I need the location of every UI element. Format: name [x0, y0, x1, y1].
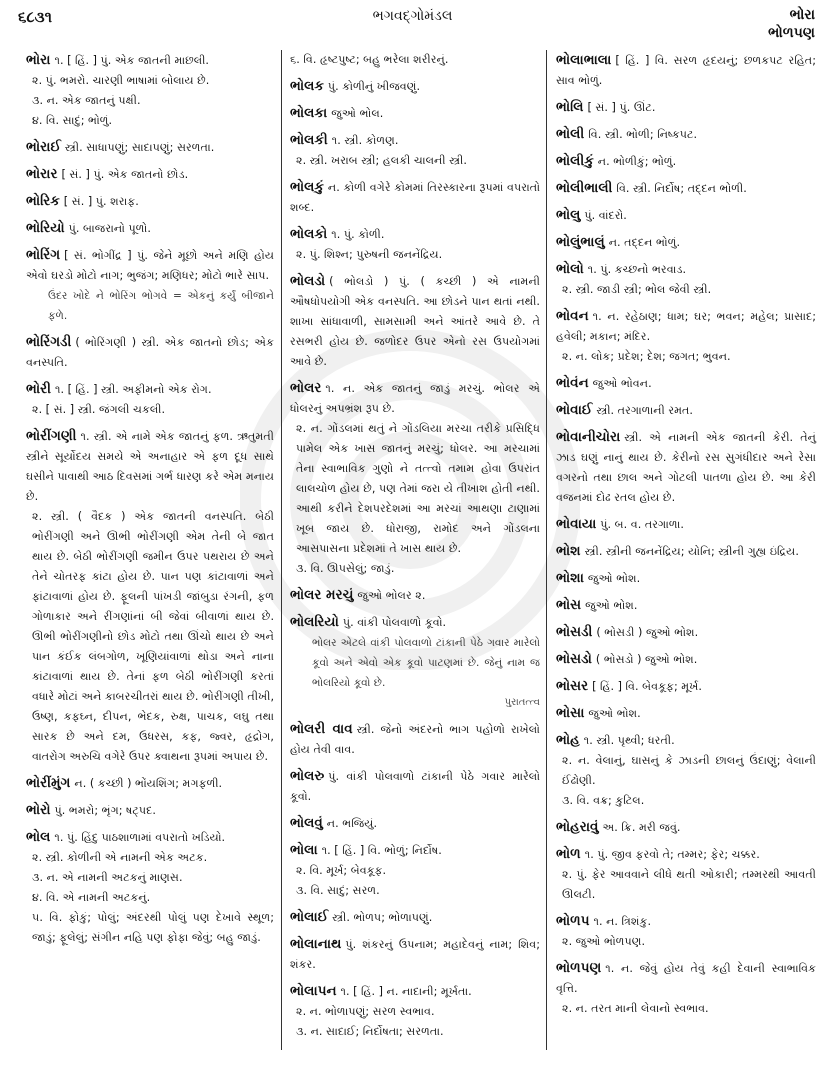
entry-sense: ૨. પું. ભમરો. ચારણી ભાષામાં બોલાય છે. [32, 74, 210, 87]
entry-headword: ભોરો [26, 802, 51, 818]
entry-sense: ૧. ન. એક જાતનું જાડું મરચું. ભોલર એ ધોલરનું અપભ્રંશ રૂપ છે. [290, 382, 540, 415]
entry-sense: ૧. પું. કોળી. [331, 228, 385, 241]
entry-sense: સ્ત્રી. જેનો અંદરનો ભાગ પહોળો રાખેલો હોય તેવી વાવ. [290, 723, 540, 756]
entry-sense: ૨. ન. વેલાનું, ઘાસનું કે ઝાડની છાલનું ઉંદાણું; વેલાની ઈંઢોણી. [562, 754, 816, 787]
dictionary-entry [556, 400, 816, 421]
entry-headword: ભોલડો [290, 273, 326, 289]
dictionary-entry [556, 178, 816, 199]
entry-sense: પું. વાંકી પોલવાળો ટાંકાની પેઠે ગવાર મારેલો કૂવો. [290, 770, 540, 803]
entry-sense: સ્ત્રી. સાધાપણું; સાદાપણું; સરળતા. [64, 141, 215, 154]
entry-sense: ૨. ન. તરત માની લેવાનો સ્વભાવ. [562, 1002, 709, 1015]
dictionary-entry [556, 259, 816, 300]
dictionary-entry [290, 585, 540, 606]
entry-sense: ૩. વિ. ઊપસેલું; જાડું. [296, 562, 395, 575]
entry-sense: ૧. ન. જેવું હોય તેવું કહી દેવાની સ્વાભાવિક વૃત્તિ. [556, 962, 816, 995]
entry-headword: ભોસા [556, 705, 585, 721]
dictionary-entry [556, 622, 816, 643]
dictionary-entry [556, 373, 816, 394]
entry-sense: ૧. પું. જીવ ફરવો તે; તમ્મર; ફેર; ચક્કર. [584, 848, 760, 861]
entry-sense: [ સં. ] પું. શરાફ. [63, 195, 139, 208]
dictionary-entry [556, 427, 816, 508]
entry-sense: ૪. વિ. સાદું; ભોળું. [32, 114, 113, 127]
dictionary-entry [556, 541, 816, 562]
entry-headword: ભોહ [556, 732, 580, 748]
entry-sense: ૨. ન. લોક; પ્રદેશ; દેશ; જગત; ભુવન. [562, 350, 731, 363]
entry-headword: ભોલ [26, 829, 51, 845]
dictionary-entry [290, 50, 540, 70]
dictionary-columns [0, 50, 825, 1060]
entry-sense: ( ભોસડો ) જુઓ ભોશ. [595, 653, 698, 666]
entry-headword: ભોરિંગ [26, 247, 61, 263]
entry-sense: વિ. સ્ત્રી. નિર્દોષ; તદ્દન ભોળી. [616, 182, 747, 195]
dictionary-entry [556, 911, 816, 952]
entry-sense: ૧. [ હિં. ] સ્ત્રી. અફીમનો એક રોગ. [55, 383, 212, 396]
entry-headword: ભોલાપન [290, 983, 337, 999]
entry-sense: પું. વાંકી પોલવાળો કૂવો. [342, 616, 447, 629]
dictionary-entry [290, 271, 540, 372]
entry-headword: ભોલર મરચું [290, 587, 354, 603]
entry-source: પુરાતત્ત્વ [504, 697, 540, 708]
dictionary-entry [26, 332, 274, 373]
dictionary-entry [290, 907, 540, 928]
entry-headword: ભોલક [290, 78, 324, 94]
entry-sense: ૧. [ હિં. ] પું. એક જાતની માછલી. [54, 54, 209, 67]
entry-headword: ભોસડો [556, 651, 592, 667]
entry-headword: ભોલાઈ [290, 909, 329, 925]
entry-example: ભોલર એટલે વાંકી પોલવાળો ટાંકાની પેઠે ગવાર મારેલો કૂવો અને એવો એક કૂવો પાટણમાં છે. જેનું નામ જ ભોલરિયો કૂવો છે. [312, 637, 540, 689]
dictionary-entry [556, 649, 816, 670]
entry-example: ઉંદર ખોદે ને ભોરિંગ ભોગવે = એકનું કર્યું બીજાને ફળે. [48, 290, 274, 322]
entry-sense: ૨. વિ. મૂર્ખ; બેવકૂફ. [296, 864, 387, 877]
page-header [0, 0, 825, 48]
entry-sense: [ સં. ] પું. ઊંટ. [587, 101, 656, 114]
dictionary-entry [290, 103, 540, 124]
entry-headword: ભોહરાવું [556, 819, 599, 835]
column-3 [556, 50, 816, 1055]
dictionary-entry [556, 703, 816, 724]
entry-sense: ૫. વિ. ફોકું; પોલું; અંદરથી પોલું પણ દેખાવે સ્થૂળ; જાડું; ફૂલેલું; સંગીન નહિ પણ ફોફા જેવું; બહુ જાડું. [32, 911, 274, 944]
entry-sense: પું. શંકરનું ઉપનામ; મહાદેવનું નામ; શિવ; શંકર. [290, 938, 540, 971]
entry-headword: ભોલકો [290, 226, 328, 242]
dictionary-entry [556, 730, 816, 811]
entry-headword: ભોવન [556, 308, 589, 324]
dictionary-entry [556, 306, 816, 367]
dictionary-entry [556, 676, 816, 697]
entry-sense: [ સં. ] પું. એક જાતનો છોડ. [61, 168, 189, 181]
entry-sense: ૧. સ્ત્રી. પૃથ્વી; ધરતી. [583, 734, 675, 747]
entry-sense: ( ભોરિંગણી ) સ્ત્રી. એક જાતનો છોડ; એક વનસ્પતિ. [26, 336, 274, 369]
entry-sense: સ્ત્રી. ભોળપ; ભોળાપણું. [332, 911, 433, 924]
entry-headword: ભોસર [556, 678, 589, 694]
entry-headword: ભોલીભાલી [556, 180, 613, 196]
dictionary-entry [556, 958, 816, 1019]
entry-sense: ન. ભજિયું. [326, 817, 378, 830]
entry-sense: ૧. સ્ત્રી. કોળણ. [331, 134, 399, 147]
dictionary-entry [556, 97, 816, 118]
entry-headword: ભોલો [556, 261, 584, 277]
entry-headword: ભોવાઈ [556, 402, 593, 418]
entry-headword: ભોવાનીચોરા [556, 429, 621, 445]
column-2 [290, 50, 540, 1055]
dictionary-entry [26, 191, 274, 212]
entry-sense: ( ભોલડો ) પું. ( કચ્છી ) એ નામની ઔષધોપયોગી એક વનસ્પતિ. આ છોડને પાન થતાં નથી. શાખા સાંધાવાળી, સામસામી અને આંતરે આવે છે. તે રસભરી હોય છે. જળોદર ઉપર એનો રસ ઉપયોગમાં આવે છે. [290, 275, 540, 368]
entry-headword: ભોલરિયો [290, 614, 339, 630]
entry-sense: સ્ત્રી. એ નામની એક જાતની કેરી. તેનું ઝાડ ઘણું નાનું થાય છે. કેરીનો રસ સુગંધીદાર અને રેસા વગરનો તથા છાલ અને ગોટલી પાતળા હોય છે. આ કેરી વજનમાં દોઢ રતલ હોય છે. [556, 431, 816, 504]
dictionary-entry [26, 773, 274, 794]
dictionary-entry [290, 130, 540, 171]
dictionary-entry [26, 827, 274, 948]
entry-sense: ૨. ન. ગોંડલમાં થતું ને ગોંડલિયા મરચા તરીકે પ્રસિદ્ધિ પામેલ એક ખાસ જાતનું મરચું; ધોલર. આ મરચામાં તેના સ્વાભાવિક ગુણો ને તત્ત્વો તમામ હોવા ઉપરાંત લાલચોળ હોય છે, પણ તેમાં જરા યે તીખાશ હોતી નથી. આથી કરીને દેશપરદેશમાં આ મરચાં આથણા ટાણામાં ખૂબ જાય છે. ધોરાજી, રામોદ અને ગોંડલના આસપાસના પ્રદેશમાં તે ખાસ થાય છે. [296, 422, 540, 555]
entry-headword: ભોરિયો [26, 220, 65, 236]
dictionary-entry [556, 817, 816, 838]
entry-sense: જુઓ ભોલર ૨. [357, 589, 426, 602]
entry-sense: જુઓ ભોવન. [592, 377, 652, 390]
dictionary-entry [290, 981, 540, 1042]
entry-sense: ૨. ન. ભોળાપણું; સરળ સ્વભાવ. [296, 1005, 435, 1018]
entry-sense: ન. ભોળીકું; ભોળું. [597, 155, 677, 168]
entry-headword: ભોરિંગડી [26, 334, 72, 350]
entry-sense: વિ. સ્ત્રી. ભોળી; નિષ્કપટ. [588, 128, 698, 141]
entry-sense: [ હિં. ] વિ. સરળ હૃદયનું; છળકપટ રહિત; સાવ ભોળું. [556, 54, 816, 87]
entry-headword: ભોલા [290, 842, 318, 858]
entry-headword: ભોલી [556, 126, 585, 142]
dictionary-entry [290, 224, 540, 265]
entry-sense: જુઓ ભોલ. [331, 107, 384, 120]
column-1 [26, 50, 274, 1055]
dictionary-entry [26, 245, 274, 326]
entry-headword: ભોલાભાલા [556, 52, 612, 68]
entry-sense: સ્ત્રી. સ્ત્રીની જનનેંદ્રિય; યોનિ; સ્ત્રીની ગુહ્ય ઇંદ્રિય. [584, 545, 799, 558]
entry-sense: પું. બાજરાનો પૂળો. [68, 222, 151, 235]
dictionary-entry [26, 800, 274, 821]
dictionary-entry [556, 844, 816, 905]
dictionary-entry [556, 124, 816, 145]
entry-headword: ભોલરી વાવ [290, 721, 353, 737]
entry-sense: ૩. ન. એક જાતનું પક્ષી. [32, 94, 141, 107]
entry-headword: ભોવાયા [556, 516, 597, 532]
entry-sense: ૧. [ હિં. ] વિ. ભોળું; નિર્દોષ. [321, 844, 442, 857]
entry-headword: ભોસ [556, 597, 582, 613]
page-number: ૬૮૩૧ [18, 8, 52, 26]
entry-headword: ભોલકું [290, 179, 324, 195]
entry-headword: ભોરાઈ [26, 139, 61, 155]
entry-headword: ભોળપણ [556, 960, 602, 976]
entry-sense: ૨. પું. ફેર આવવાને લીધે થતી ઓકારી; તમ્મરથી આવતી ઊલટી. [562, 868, 816, 901]
entry-headword: ભોલકી [290, 132, 328, 148]
entry-headword: ભોરાર [26, 166, 58, 182]
entry-headword: ભોસડી [556, 624, 593, 640]
entry-sense: ૧. પું. હિંદુ પાઠશાળામાં વપરાતો ખડિયો. [54, 831, 226, 844]
entry-sense: પું. વાંદરો. [584, 209, 627, 222]
entry-sense: [ સં. ભોગીંદ્ર ] પું. જેને મૂછો અને મણિ હોય એવો ઘરડો મોટો નાગ; ભુજંગ; મણિધર; મોટો ભારે સાપ. [26, 249, 274, 282]
dictionary-entry [26, 164, 274, 185]
entry-sense: ૨. [ સં. ] સ્ત્રી. જંગલી ચકલી. [32, 403, 166, 416]
dictionary-entry [26, 426, 274, 767]
entry-sense: સ્ત્રી. તરગાળાની રમત. [596, 404, 693, 417]
entry-sense: અ. ક્રિ. મરી જવું. [602, 821, 681, 834]
entry-sense: ૩. વિ. વક્ર; કુટિલ. [562, 794, 645, 807]
dictionary-entry [290, 840, 540, 901]
entry-headword: ભોવંન [556, 375, 589, 391]
entry-headword: ભોળપ [556, 913, 590, 929]
dictionary-entry [290, 177, 540, 218]
dictionary-entry [290, 813, 540, 834]
entry-sense: જુઓ ભોશ. [588, 707, 641, 720]
guide-word-last: ભોળપણ [768, 25, 815, 41]
dictionary-entry [556, 50, 816, 91]
dictionary-entry [26, 218, 274, 239]
entry-headword: ભોલર [290, 380, 322, 396]
entry-sense: ૨. સ્ત્રી. જાડી સ્ત્રી; ભોલ જેવી સ્ત્રી. [562, 283, 712, 296]
dictionary-entry [290, 76, 540, 97]
entry-sense: ૩. વિ. સાદું; સરળ. [296, 884, 380, 897]
entry-sense: ૧. ન. રહેઠાણ; ધામ; ઘર; ભવન; મહેલ; પ્રાસાદ; હવેલી; મકાન; મંદિર. [556, 310, 816, 343]
entry-headword: ભોળ [556, 846, 581, 862]
entry-headword: ભોરીંમુંગ [26, 775, 71, 791]
entry-sense: ૨. જુઓ ભોળપણ. [562, 935, 646, 948]
dictionary-entry [26, 379, 274, 420]
entry-sense: ૪. વિ. એ નામની અટકનું. [32, 891, 151, 904]
entry-sense: ૨. પું. શિશ્ન; પુરુષની જનનેંદ્રિય. [296, 248, 443, 261]
entry-headword: ભોલુંભાલું [556, 234, 605, 250]
entry-headword: ભોલીકું [556, 153, 594, 169]
entry-sense: ૧. ન. ત્રિશંકુ. [593, 915, 651, 928]
entry-sense: ૨. સ્ત્રી. ( વૈદક ) એક જાતની વનસ્પતિ. બેઠી ભોરીંગણી અને ઊભી ભોરીંગણી એમ તેની બે જાત થાય છે. બેઠી ભોરીંગણી જમીન ઉપર પથરાય છે અને તેને ચોતરફ કાંટા હોય છે. પાન પણ કાંટાવાળાં અને ફાંટાવાળાં હોય છે. ફૂલની પાંખડી જાંબુડા રંગની, ફળ ગોળાકાર અને રીંગણાંનાં બી જેવાં બીવાળાં થાય છે. ઊભી ભોરીંગણીનો છોડ મોટો તથા ઊંચો થાય છે અને પાન કંઈક લંબગોળ, ખૂણિયાંવાળાં થોડા અને નાના કાંટાવાળાં થાય છે. તેનાં ફળ બેઠી ભોરીંગણી કરતાં વધારે મોટાં અને કાબરચીતરાં થાય છે. ભોરીંગણી તીખી, ઉષ્ણ, કફઘ્ન, દીપન, ભેદક, રુક્ષ, પાચક, લઘુ તથા સારક છે અને દમ, ઉધરસ, કફ, જ્વર, હૃદ્રોગ, વાતરોગ અરુચિ વગેરે ઉપર ક્વાથના રૂપમાં અપાય છે. [32, 510, 274, 763]
entry-sense: ૧. [ હિં. ] ન. નાદાની; મૂર્ખતા. [340, 985, 472, 998]
dictionary-entry [26, 137, 274, 158]
dictionary-entry [290, 766, 540, 807]
dictionary-entry [290, 612, 540, 713]
guide-words [768, 6, 815, 42]
entry-sense: જુઓ ભોશ. [585, 599, 638, 612]
entry-headword: ભોરી [26, 381, 52, 397]
entry-headword: ભોરા [26, 52, 51, 68]
entry-headword: ભોશ [556, 543, 581, 559]
entry-sense: [ હિં. ] વિ. બેવકૂફ; મૂર્ખ. [592, 680, 702, 693]
entry-headword: ભોલકા [290, 105, 328, 121]
dictionary-entry [556, 595, 816, 616]
entry-sense: ૨. સ્ત્રી. ખરાબ સ્ત્રી; હલકી ચાલની સ્ત્રી. [296, 154, 467, 167]
dictionary-entry [556, 151, 816, 172]
entry-sense: ન. તદ્દન ભોળું. [608, 236, 680, 249]
entry-sense: ૬. વિ. હૃષ્ટપુષ્ટ; બહુ ભરેલા શરીરનું. [290, 53, 449, 66]
dictionary-entry [556, 514, 816, 535]
entry-sense: ૩. ન. સાદાઈ; નિર્દોષતા; સરળતા. [296, 1025, 444, 1038]
entry-headword: ભોરીંગણી [26, 428, 77, 444]
entry-headword: ભોલરુ [290, 768, 325, 784]
dictionary-entry [290, 378, 540, 579]
entry-sense: ૩. ન. એ નામની અટકનું માણસ. [32, 871, 183, 884]
dictionary-entry [26, 50, 274, 131]
entry-sense: ન. કોળી વગેરે કોમમાં તિરસ્કારના રૂપમાં વપરાતો શબ્દ. [290, 181, 540, 214]
entry-headword: ભોલાનાથ [290, 936, 342, 952]
dictionary-entry [556, 205, 816, 226]
dictionary-entry [290, 719, 540, 760]
entry-sense: ૧. પું. કચ્છનો ભરવાડ. [587, 263, 687, 276]
entry-headword: ભોશા [556, 570, 584, 586]
entry-headword: ભોલુ [556, 207, 581, 223]
entry-sense: ન. ( કચ્છી ) ભોંયશિંગ; મગફળી. [74, 777, 223, 790]
entry-headword: ભોલિ [556, 99, 584, 115]
guide-word-first: ભોરા [789, 7, 815, 23]
dictionary-entry [290, 934, 540, 975]
entry-sense: પું. બ. વ. તરગાળા. [600, 518, 684, 531]
entry-sense: ( ભોસડી ) જુઓ ભોશ. [596, 626, 699, 639]
dictionary-entry [556, 232, 816, 253]
entry-sense: ૧. સ્ત્રી. એ નામે એક જાતનું ફળ. ઋતુમતી સ્ત્રીને સૂર્યોદય સમયે એ અનાહાર એ ફળ દૂધ સાથે ઘસીને પાવાથી આઠ દિવસમાં ગર્ભ ધારણ કરે એમ મનાય છે. [26, 430, 274, 503]
dictionary-entry [556, 568, 816, 589]
entry-headword: ભોલવું [290, 815, 323, 831]
entry-sense: પું. ભમરો; ભૃંગ; ષટ્પદ. [54, 804, 156, 817]
entry-sense: ૨. સ્ત્રી. કોળીની એ નામની એક અટક. [32, 851, 208, 864]
entry-sense: પું. કોળીનું ખીજવણું. [327, 80, 421, 93]
running-title: ભગવદ્ગોમંડલ [372, 8, 453, 24]
entry-headword: ભોરિક [26, 193, 60, 209]
entry-sense: જુઓ ભોશ. [587, 572, 641, 585]
